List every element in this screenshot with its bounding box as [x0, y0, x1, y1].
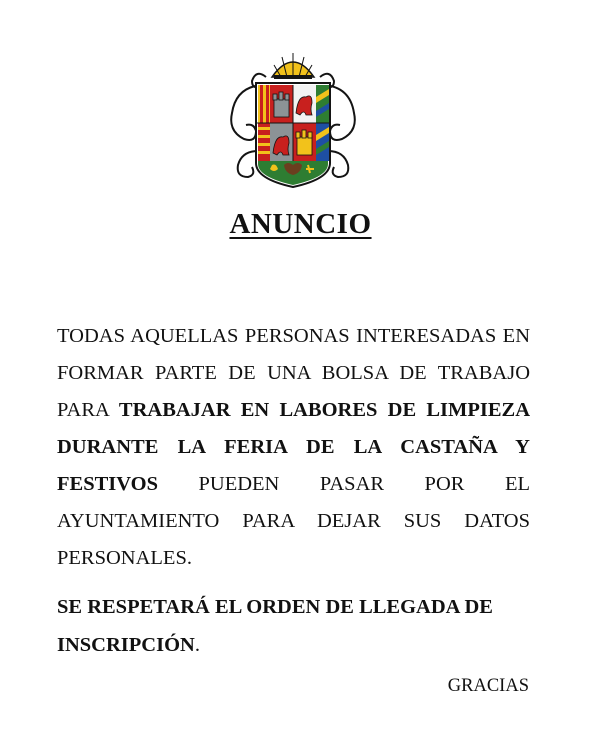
body-text-highlight: TRABAJAR EN LABORES DE LIMPIEZA DURANTE LA FERIA DE LA CASTAÑA Y FESTIVOS	[57, 399, 531, 495]
announcement-paragraph	[57, 318, 530, 577]
crest-shield	[256, 83, 330, 187]
coat-of-arms-icon	[222, 47, 364, 195]
announcement-body	[57, 318, 530, 577]
page-title: ANUNCIO	[229, 208, 372, 240]
body-text-intro: TODAS AQUELLAS PERSONAS INTERESADAS EN FORMAR PARTE DE UNA BOLSA DE TRABAJO PARA	[57, 325, 530, 421]
closing-thanks: GRACIAS	[447, 676, 529, 696]
crest-crown	[272, 53, 314, 79]
body-text-outro: PUEDEN PASAR POR EL AYUNTAMIENTO PARA DEJAR SUS DATOS PERSONALES.	[57, 473, 530, 569]
registration-notice	[57, 588, 537, 664]
notice-period: .	[194, 634, 200, 656]
coat-of-arms	[222, 47, 364, 195]
notice-text: SE RESPETARÁ EL ORDEN DE LLEGADA DE INSCRIPCIÓN	[57, 596, 493, 656]
